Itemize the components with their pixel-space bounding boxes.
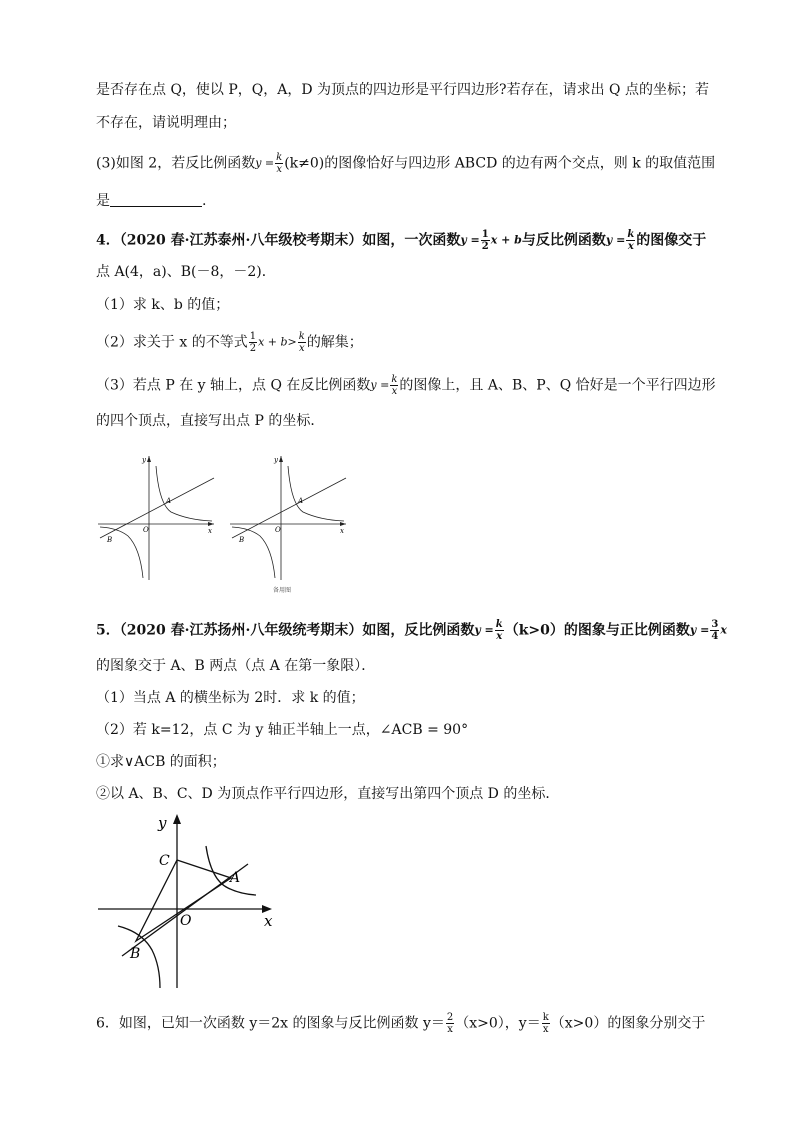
- q5-heading: 5．（2020 春·江苏扬州·八年级统考期末）如图，反比例函数y = $\frac{k}{x}$ （k>0）的图象与正比例函数y = $\frac{3}{4}$ x: [96, 619, 727, 642]
- fig1-y-label: y: [142, 456, 146, 464]
- q3-line-3: (3)如图 2，若反比例函数y = $\frac{k}{x}$ (k≠0)的图像恰好与四边形 ABCD 的边有两个交点，则 k 的取值范围: [96, 152, 716, 175]
- q5-figure: [96, 808, 286, 990]
- q5-fig-point-a-label: A: [230, 870, 241, 886]
- q4-line-2: 点 A(4，a)、B(－8，－2)．: [96, 264, 276, 280]
- q5-part-2-1: ①求∨ACB 的面积；: [96, 754, 226, 770]
- fig2-origin-label: O: [275, 526, 281, 534]
- q3-line-1: 是否存在点 Q，使以 P，Q，A，D 为顶点的四边形是平行四边形?若存在，请求出 Q 点的坐标；若: [96, 82, 709, 98]
- q3-line-4: 是 .: [96, 193, 207, 209]
- fig2-y-label: y: [274, 456, 278, 464]
- q5-fig-origin-label: O: [180, 913, 192, 929]
- fig2-caption: 备用图: [272, 587, 292, 594]
- q5-line-2: 的图象交于 A、B 两点（点 A 在第一象限）．: [96, 658, 376, 674]
- fig2-point-b-label: B: [239, 536, 245, 544]
- fig2-point-a-label: A: [298, 497, 304, 505]
- q5-fig-y-label: y: [158, 814, 167, 832]
- q5-fig-x-label: x: [264, 912, 273, 930]
- fig1-origin-label: O: [143, 526, 149, 534]
- q3-line-2: 不存在，请说明理由；: [96, 115, 236, 131]
- q4-part-1: （1）求 k、b 的值；: [96, 297, 230, 313]
- q4-figure-2: [228, 452, 353, 597]
- q4-figure-1: [96, 452, 221, 582]
- q5-fig-point-c-label: C: [159, 853, 170, 869]
- q4-part-3-cont: 的四个顶点，直接写出点 P 的坐标．: [96, 413, 325, 429]
- q4-part-2: （2）求关于 x 的不等式 $\frac{1}{2}$ x + b> $\frac{k}{x}$ 的解集；: [96, 331, 363, 354]
- q5-part-2-2: ②以 A、B、C、D 为顶点作平行四边形，直接写出第四个顶点 D 的坐标．: [96, 786, 560, 802]
- fig1-point-a-label: A: [166, 497, 172, 505]
- q6-heading: 6．如图，已知一次函数 y＝2x 的图象与反比例函数 y＝ $\frac{2}{x}$ （x>0），y＝ $\frac{k}{x}$ （x>0）的图象分别交于: [96, 1012, 706, 1035]
- q5-fig-point-b-label: B: [130, 946, 141, 962]
- fraction-k-over-x: $\frac{k}{x}$: [276, 152, 283, 175]
- q5-part-1: （1）当点 A 的横坐标为 2时．求 k 的值；: [96, 690, 365, 706]
- fig2-x-label: x: [340, 527, 344, 535]
- q5-part-2: （2）若 k=12，点 C 为 y 轴正半轴上一点，∠ACB = 90°: [96, 722, 469, 738]
- answer-blank: [110, 192, 202, 207]
- fig1-point-b-label: B: [107, 536, 113, 544]
- q4-part-3: （3）若点 P 在 y 轴上，点 Q 在反比例函数y = $\frac{k}{x}$ 的图像上，且 A、B、P、Q 恰好是一个平行四边形: [96, 374, 716, 397]
- q4-heading: 4．（2020 春·江苏泰州·八年级校考期末）如图，一次函数y = $\frac{1}{2}$ x + b与反比例函数y = $\frac{k}{x}$ 的图像交于: [96, 229, 707, 252]
- fig1-x-label: x: [208, 527, 212, 535]
